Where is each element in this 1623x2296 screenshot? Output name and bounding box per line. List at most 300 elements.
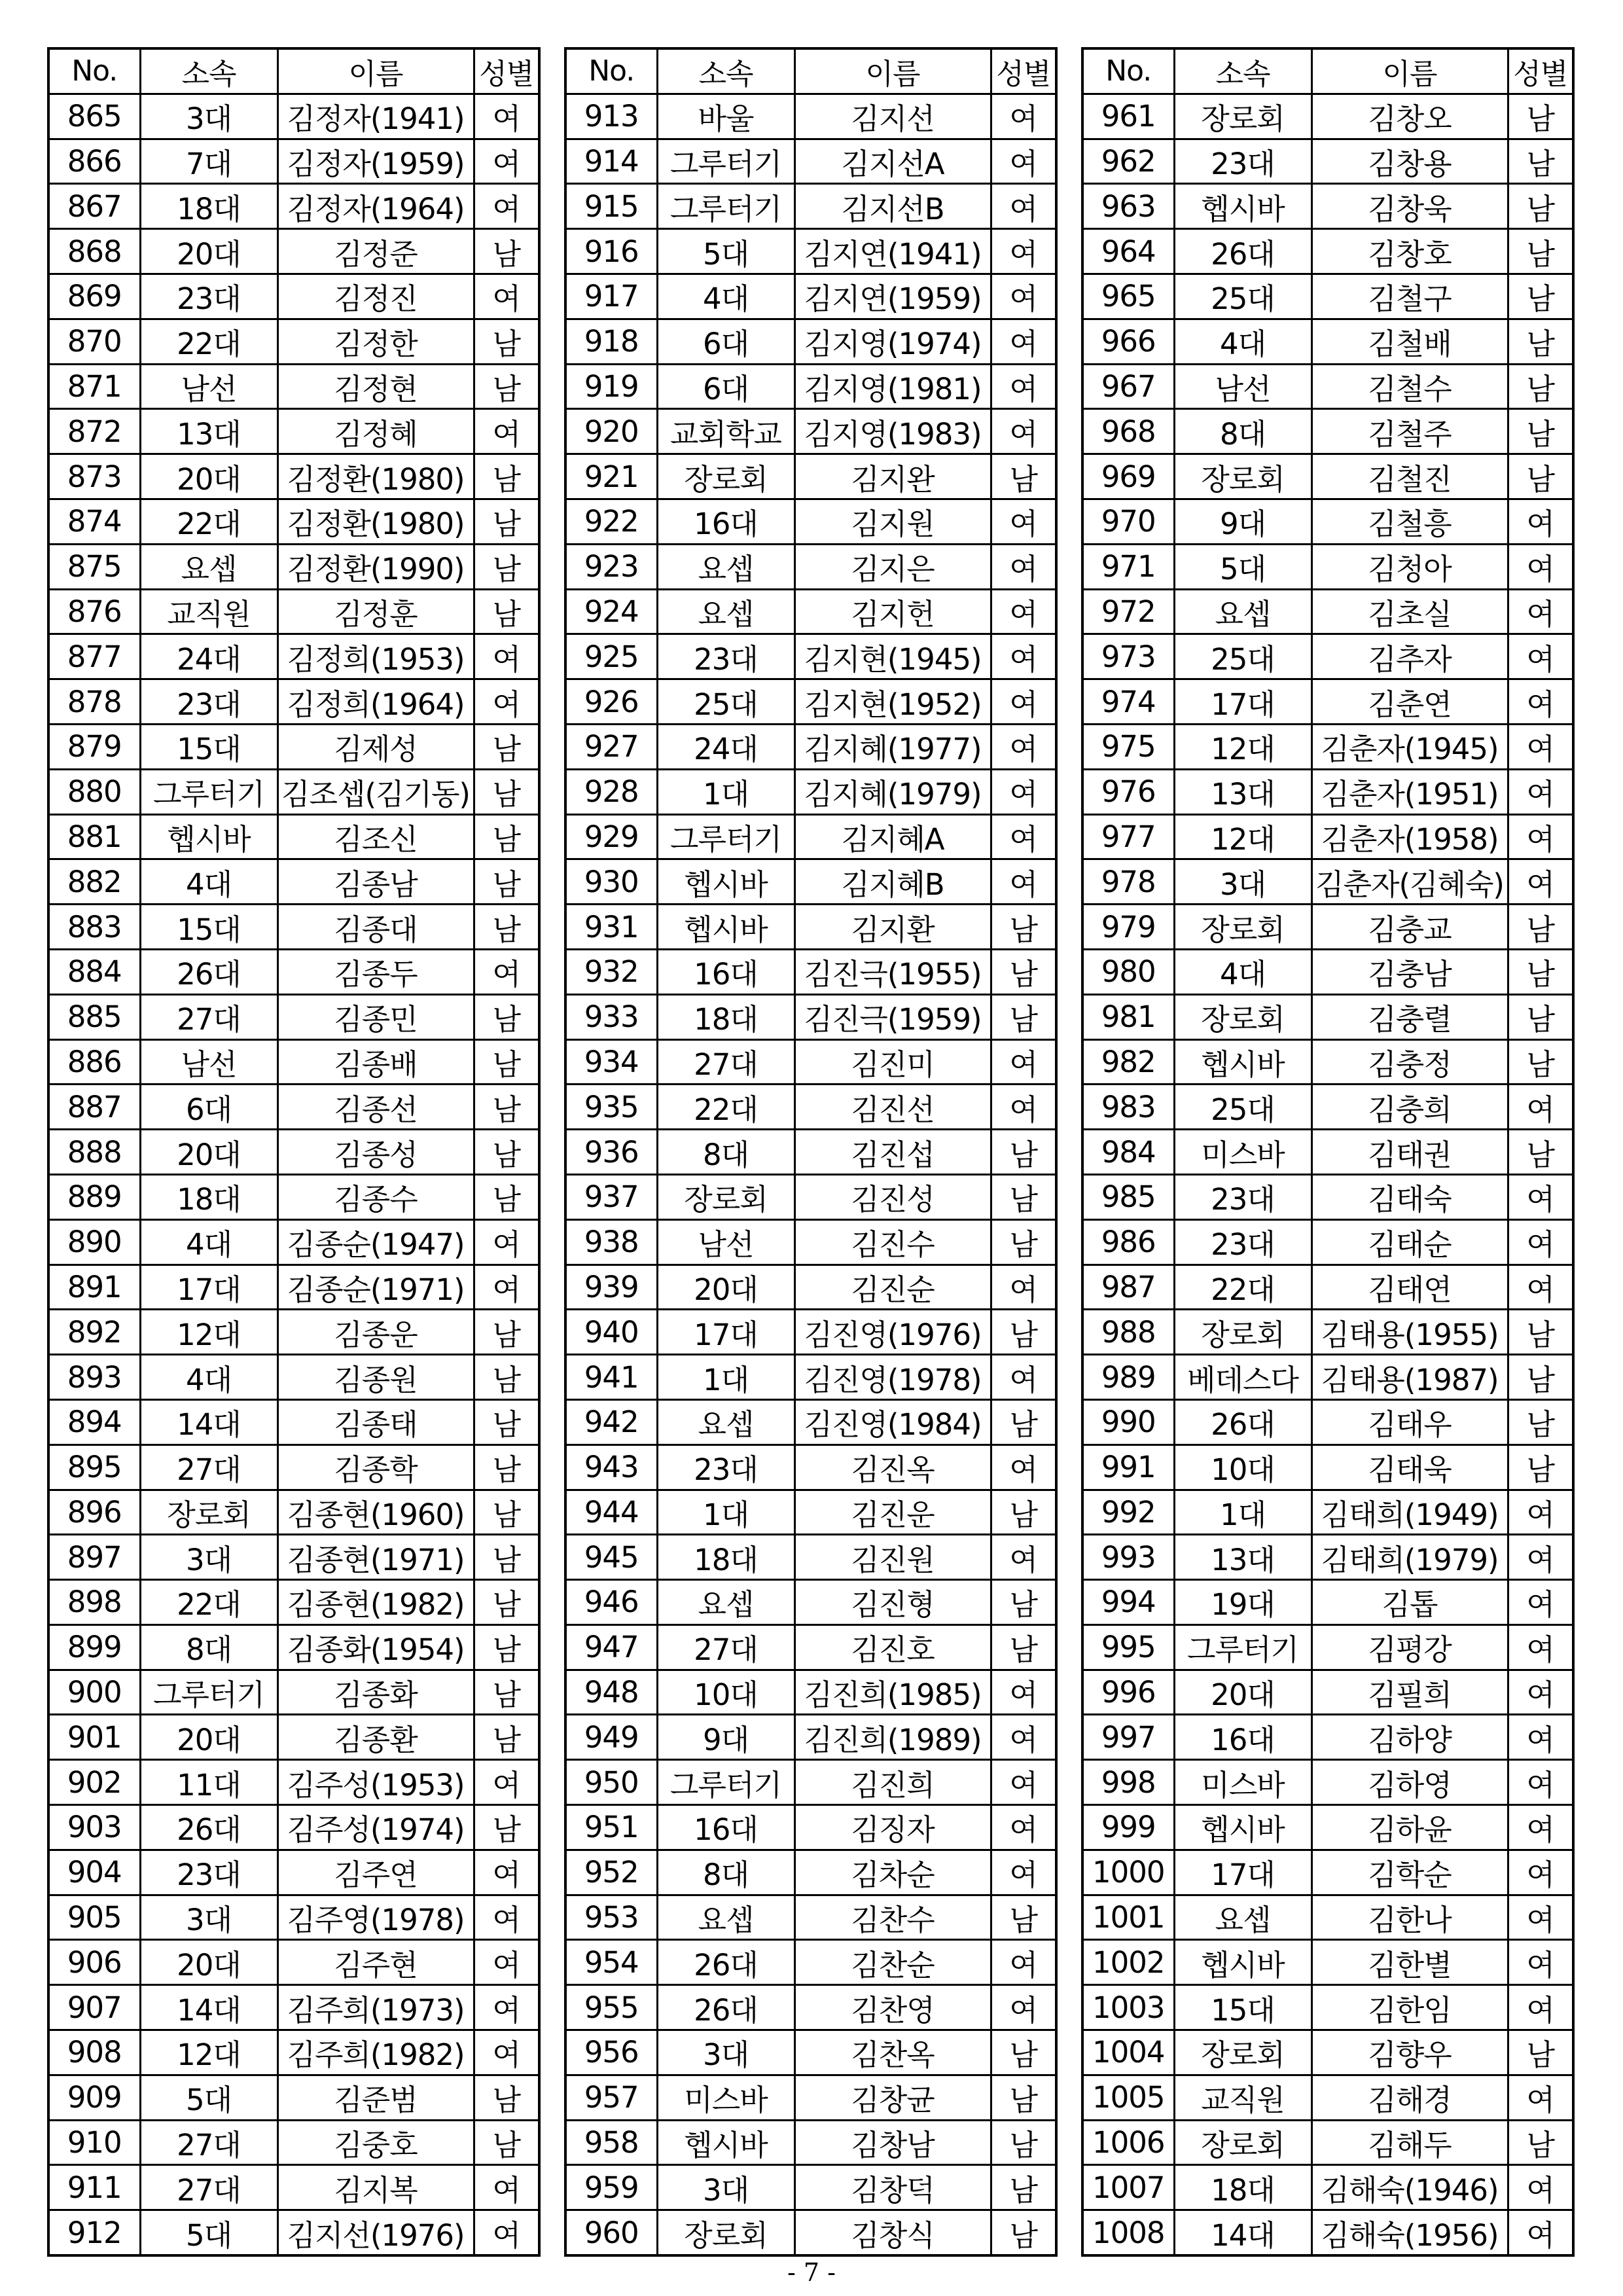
- header-no: No.: [565, 48, 657, 94]
- col-no: 888: [48, 1130, 140, 1175]
- col-name: 김충정: [1311, 1039, 1508, 1085]
- col-gender: 여: [1508, 1940, 1573, 1985]
- col-affiliation: 8대: [657, 1850, 794, 1895]
- col-name: 김진극(1955): [794, 949, 991, 994]
- table-row: [1082, 1624, 1573, 1670]
- col-no: 907: [48, 1985, 140, 2030]
- table-row: [1082, 1130, 1573, 1175]
- col-name: 김창오: [1311, 94, 1508, 139]
- table-row: [1082, 634, 1573, 679]
- col-affiliation: 장로회: [1174, 454, 1311, 499]
- col-gender: 여: [474, 409, 539, 454]
- table-row: [1082, 2165, 1573, 2210]
- col-name: 김정희(1953): [277, 634, 474, 679]
- col-affiliation: 6대: [657, 319, 794, 364]
- col-no: 879: [48, 724, 140, 769]
- col-name: 김지혜B: [794, 859, 991, 905]
- table-row: [48, 1085, 539, 1130]
- col-affiliation: 헵시바: [140, 814, 277, 859]
- table-row: [1082, 544, 1573, 589]
- table-row: [565, 679, 1056, 725]
- col-gender: 여: [474, 1940, 539, 1985]
- col-gender: 남: [991, 1130, 1056, 1175]
- col-no: 882: [48, 859, 140, 905]
- col-affiliation: 14대: [140, 1985, 277, 2030]
- table-row: [48, 1399, 539, 1444]
- roster-table-2: [564, 47, 1058, 2257]
- col-affiliation: 22대: [140, 499, 277, 544]
- col-affiliation: 장로회: [657, 2210, 794, 2255]
- col-affiliation: 8대: [657, 1130, 794, 1175]
- col-name: 김학순: [1311, 1850, 1508, 1895]
- col-no: 922: [565, 499, 657, 544]
- col-name: 김철수: [1311, 364, 1508, 409]
- col-gender: 남: [474, 724, 539, 769]
- col-gender: 여: [991, 229, 1056, 274]
- table-row: [48, 319, 539, 364]
- col-affiliation: 20대: [1174, 1670, 1311, 1715]
- table-row: [48, 589, 539, 634]
- col-no: 878: [48, 679, 140, 725]
- col-affiliation: 1대: [657, 1355, 794, 1400]
- col-name: 김창욱: [1311, 184, 1508, 229]
- col-name: 김향우: [1311, 2030, 1508, 2075]
- col-gender: 여: [1508, 769, 1573, 814]
- col-affiliation: 23대: [140, 1850, 277, 1895]
- col-name: 김춘자(1958): [1311, 814, 1508, 859]
- col-gender: 남: [991, 905, 1056, 950]
- table-row: [565, 1174, 1056, 1219]
- col-gender: 남: [474, 1805, 539, 1850]
- col-name: 김종현(1960): [277, 1490, 474, 1535]
- col-affiliation: 9대: [1174, 499, 1311, 544]
- col-no: 892: [48, 1310, 140, 1355]
- col-no: 965: [1082, 274, 1174, 319]
- col-gender: 남: [1508, 139, 1573, 184]
- table-row: [48, 139, 539, 184]
- col-name: 김종순(1971): [277, 1265, 474, 1310]
- col-no: 914: [565, 139, 657, 184]
- col-gender: 남: [474, 1399, 539, 1444]
- col-affiliation: 23대: [1174, 139, 1311, 184]
- col-gender: 남: [991, 1895, 1056, 1940]
- table-row: [48, 2075, 539, 2120]
- table-row: [48, 679, 539, 725]
- col-gender: 여: [991, 1444, 1056, 1490]
- col-name: 김진미: [794, 1039, 991, 1085]
- table-row: [48, 409, 539, 454]
- table-row: [1082, 1715, 1573, 1760]
- col-name: 김태용(1987): [1311, 1355, 1508, 1400]
- col-name: 김톱: [1311, 1580, 1508, 1625]
- col-name: 김종선: [277, 1085, 474, 1130]
- col-name: 김지혜A: [794, 814, 991, 859]
- col-affiliation: 5대: [140, 2210, 277, 2255]
- col-affiliation: 13대: [1174, 1535, 1311, 1580]
- table-row: [48, 1310, 539, 1355]
- col-affiliation: 남선: [1174, 364, 1311, 409]
- table-row: [1082, 319, 1573, 364]
- col-gender: 남: [991, 1174, 1056, 1219]
- col-no: 875: [48, 544, 140, 589]
- header-affiliation: 소속: [1174, 48, 1311, 94]
- col-name: 김정환(1990): [277, 544, 474, 589]
- table-row: [48, 905, 539, 950]
- table-row: [565, 1219, 1056, 1265]
- col-gender: 여: [991, 409, 1056, 454]
- col-name: 김태용(1955): [1311, 1310, 1508, 1355]
- col-no: 1006: [1082, 2120, 1174, 2165]
- col-affiliation: 남선: [657, 1219, 794, 1265]
- col-gender: 남: [991, 1580, 1056, 1625]
- col-gender: 여: [1508, 1580, 1573, 1625]
- table-row: [1082, 1850, 1573, 1895]
- col-affiliation: 그루터기: [657, 184, 794, 229]
- col-affiliation: 헵시바: [657, 2120, 794, 2165]
- col-name: 김창덕: [794, 2165, 991, 2210]
- table-row: [48, 454, 539, 499]
- col-no: 997: [1082, 1715, 1174, 1760]
- col-no: 909: [48, 2075, 140, 2120]
- col-name: 김추자: [1311, 634, 1508, 679]
- col-name: 김지영(1981): [794, 364, 991, 409]
- table-row: [565, 905, 1056, 950]
- col-affiliation: 20대: [657, 1265, 794, 1310]
- table-row: [48, 1895, 539, 1940]
- table-row: [48, 2030, 539, 2075]
- col-no: 947: [565, 1624, 657, 1670]
- table-row: [48, 634, 539, 679]
- col-affiliation: 미스바: [657, 2075, 794, 2120]
- col-affiliation: 16대: [657, 1805, 794, 1850]
- col-affiliation: 12대: [1174, 814, 1311, 859]
- col-name: 김종민: [277, 994, 474, 1039]
- col-name: 김창남: [794, 2120, 991, 2165]
- col-gender: 남: [1508, 994, 1573, 1039]
- col-affiliation: 4대: [657, 274, 794, 319]
- col-affiliation: 18대: [140, 1174, 277, 1219]
- col-no: 937: [565, 1174, 657, 1219]
- col-no: 986: [1082, 1219, 1174, 1265]
- col-name: 김정환(1980): [277, 499, 474, 544]
- table-row: [1082, 1985, 1573, 2030]
- col-gender: 여: [991, 274, 1056, 319]
- col-gender: 남: [1508, 949, 1573, 994]
- col-name: 김춘자(김혜숙): [1311, 859, 1508, 905]
- col-affiliation: 그루터기: [140, 1670, 277, 1715]
- col-gender: 여: [1508, 859, 1573, 905]
- col-no: 880: [48, 769, 140, 814]
- header-gender: 성별: [991, 48, 1056, 94]
- col-no: 991: [1082, 1444, 1174, 1490]
- col-name: 김찬수: [794, 1895, 991, 1940]
- col-affiliation: 25대: [1174, 634, 1311, 679]
- col-gender: 남: [1508, 1130, 1573, 1175]
- col-affiliation: 요셉: [657, 589, 794, 634]
- col-affiliation: 7대: [140, 139, 277, 184]
- col-affiliation: 22대: [657, 1085, 794, 1130]
- col-name: 김하영: [1311, 1760, 1508, 1805]
- table-row: [1082, 94, 1573, 139]
- table-row: [48, 1130, 539, 1175]
- table-row: [1082, 859, 1573, 905]
- col-gender: 여: [1508, 1850, 1573, 1895]
- col-gender: 여: [991, 589, 1056, 634]
- col-name: 김창용: [1311, 139, 1508, 184]
- col-affiliation: 23대: [140, 274, 277, 319]
- col-name: 김지혜(1979): [794, 769, 991, 814]
- col-name: 김지선(1976): [277, 2210, 474, 2255]
- col-gender: 여: [991, 1985, 1056, 2030]
- header-name: 이름: [794, 48, 991, 94]
- table-row: [1082, 949, 1573, 994]
- col-name: 김지연(1941): [794, 229, 991, 274]
- table-row: [48, 1174, 539, 1219]
- table-row: [1082, 1895, 1573, 1940]
- col-name: 김평강: [1311, 1624, 1508, 1670]
- col-no: 1005: [1082, 2075, 1174, 2120]
- col-affiliation: 23대: [140, 679, 277, 725]
- col-gender: 남: [1508, 229, 1573, 274]
- table-row: [565, 319, 1056, 364]
- col-name: 김종순(1947): [277, 1219, 474, 1265]
- col-gender: 여: [1508, 634, 1573, 679]
- table-row: [48, 274, 539, 319]
- col-no: 881: [48, 814, 140, 859]
- col-affiliation: 남선: [140, 1039, 277, 1085]
- col-name: 김진운: [794, 1490, 991, 1535]
- col-name: 김종배: [277, 1039, 474, 1085]
- col-affiliation: 3대: [140, 1535, 277, 1580]
- col-no: 871: [48, 364, 140, 409]
- col-name: 김주연: [277, 1850, 474, 1895]
- table-row: [565, 139, 1056, 184]
- col-no: 959: [565, 2165, 657, 2210]
- col-affiliation: 10대: [1174, 1444, 1311, 1490]
- col-name: 김지복: [277, 2165, 474, 2210]
- col-name: 김종현(1982): [277, 1580, 474, 1625]
- col-affiliation: 15대: [140, 724, 277, 769]
- table-row: [565, 184, 1056, 229]
- col-affiliation: 26대: [1174, 1399, 1311, 1444]
- col-no: 931: [565, 905, 657, 950]
- col-name: 김제성: [277, 724, 474, 769]
- col-name: 김종원: [277, 1355, 474, 1400]
- col-gender: 여: [474, 94, 539, 139]
- table-row: [48, 859, 539, 905]
- col-gender: 여: [1508, 1219, 1573, 1265]
- col-affiliation: 헵시바: [657, 859, 794, 905]
- col-name: 김철진: [1311, 454, 1508, 499]
- col-gender: 남: [991, 2030, 1056, 2075]
- col-gender: 남: [1508, 1039, 1573, 1085]
- col-affiliation: 22대: [1174, 1265, 1311, 1310]
- col-affiliation: 25대: [1174, 274, 1311, 319]
- col-no: 984: [1082, 1130, 1174, 1175]
- table-row: [565, 1039, 1056, 1085]
- col-gender: 여: [991, 724, 1056, 769]
- col-no: 999: [1082, 1805, 1174, 1850]
- header-affiliation: 소속: [657, 48, 794, 94]
- col-gender: 남: [991, 454, 1056, 499]
- col-name: 김해숙(1946): [1311, 2165, 1508, 2210]
- table-row: [565, 1130, 1056, 1175]
- col-affiliation: 그루터기: [657, 1760, 794, 1805]
- col-affiliation: 4대: [1174, 319, 1311, 364]
- col-name: 김주성(1953): [277, 1760, 474, 1805]
- col-affiliation: 13대: [1174, 769, 1311, 814]
- col-no: 902: [48, 1760, 140, 1805]
- col-gender: 남: [474, 1490, 539, 1535]
- table-row: [565, 94, 1056, 139]
- col-no: 889: [48, 1174, 140, 1219]
- col-name: 김지완: [794, 454, 991, 499]
- header-name: 이름: [277, 48, 474, 94]
- col-no: 884: [48, 949, 140, 994]
- col-affiliation: 요셉: [140, 544, 277, 589]
- col-gender: 남: [474, 994, 539, 1039]
- col-no: 870: [48, 319, 140, 364]
- col-gender: 남: [1508, 1444, 1573, 1490]
- col-no: 935: [565, 1085, 657, 1130]
- col-no: 979: [1082, 905, 1174, 950]
- col-gender: 여: [991, 769, 1056, 814]
- col-name: 김지헌: [794, 589, 991, 634]
- col-no: 948: [565, 1670, 657, 1715]
- col-no: 963: [1082, 184, 1174, 229]
- col-no: 964: [1082, 229, 1174, 274]
- col-gender: 여: [1508, 679, 1573, 725]
- col-affiliation: 8대: [1174, 409, 1311, 454]
- col-name: 김진영(1978): [794, 1355, 991, 1400]
- col-gender: 남: [991, 1310, 1056, 1355]
- col-no: 953: [565, 1895, 657, 1940]
- table-row: [48, 2165, 539, 2210]
- col-gender: 여: [991, 1760, 1056, 1805]
- col-affiliation: 17대: [1174, 679, 1311, 725]
- col-affiliation: 14대: [140, 1399, 277, 1444]
- col-affiliation: 요셉: [657, 1895, 794, 1940]
- col-no: 895: [48, 1444, 140, 1490]
- col-no: 990: [1082, 1399, 1174, 1444]
- table-row: [1082, 769, 1573, 814]
- col-gender: 남: [1508, 409, 1573, 454]
- col-no: 1003: [1082, 1985, 1174, 2030]
- table-row: [565, 1399, 1056, 1444]
- header-row: [1082, 48, 1573, 94]
- table-row: [565, 2210, 1056, 2255]
- col-no: 952: [565, 1850, 657, 1895]
- header-row: [565, 48, 1056, 94]
- col-name: 김진극(1959): [794, 994, 991, 1039]
- col-affiliation: 10대: [657, 1670, 794, 1715]
- header-no: No.: [1082, 48, 1174, 94]
- col-no: 919: [565, 364, 657, 409]
- col-no: 904: [48, 1850, 140, 1895]
- table-row: [1082, 1174, 1573, 1219]
- col-gender: 여: [474, 1265, 539, 1310]
- col-affiliation: 미스바: [1174, 1130, 1311, 1175]
- col-no: 954: [565, 1940, 657, 1985]
- col-no: 928: [565, 769, 657, 814]
- col-name: 김태희(1949): [1311, 1490, 1508, 1535]
- col-affiliation: 17대: [140, 1265, 277, 1310]
- col-gender: 여: [1508, 1805, 1573, 1850]
- col-no: 936: [565, 1130, 657, 1175]
- col-no: 960: [565, 2210, 657, 2255]
- col-no: 876: [48, 589, 140, 634]
- table-row: [565, 229, 1056, 274]
- col-gender: 여: [1508, 544, 1573, 589]
- col-gender: 여: [991, 319, 1056, 364]
- table-row: [48, 2210, 539, 2255]
- col-name: 김찬영: [794, 1985, 991, 2030]
- col-gender: 여: [991, 139, 1056, 184]
- col-no: 917: [565, 274, 657, 319]
- col-name: 김중호: [277, 2120, 474, 2165]
- col-no: 885: [48, 994, 140, 1039]
- col-name: 김지환: [794, 905, 991, 950]
- page-number: - 7 -: [787, 2258, 836, 2287]
- col-affiliation: 23대: [657, 634, 794, 679]
- col-name: 김준범: [277, 2075, 474, 2120]
- col-name: 김지현(1945): [794, 634, 991, 679]
- col-no: 944: [565, 1490, 657, 1535]
- col-no: 967: [1082, 364, 1174, 409]
- col-no: 1000: [1082, 1850, 1174, 1895]
- col-gender: 남: [474, 1174, 539, 1219]
- col-affiliation: 16대: [1174, 1715, 1311, 1760]
- table-row: [48, 814, 539, 859]
- col-gender: 여: [991, 499, 1056, 544]
- col-name: 김진영(1984): [794, 1399, 991, 1444]
- col-affiliation: 26대: [140, 1805, 277, 1850]
- col-name: 김태욱: [1311, 1444, 1508, 1490]
- col-name: 김창균: [794, 2075, 991, 2120]
- table-row: [565, 1444, 1056, 1490]
- col-gender: 여: [474, 1850, 539, 1895]
- col-gender: 여: [474, 2210, 539, 2255]
- col-gender: 여: [474, 1760, 539, 1805]
- col-name: 김청아: [1311, 544, 1508, 589]
- table-row: [565, 1535, 1056, 1580]
- col-affiliation: 24대: [140, 634, 277, 679]
- table-row: [565, 1760, 1056, 1805]
- col-name: 김주성(1974): [277, 1805, 474, 1850]
- table-row: [565, 1580, 1056, 1625]
- table-row: [48, 1219, 539, 1265]
- col-no: 940: [565, 1310, 657, 1355]
- col-name: 김해숙(1956): [1311, 2210, 1508, 2255]
- table-row: [1082, 1355, 1573, 1400]
- col-name: 김해두: [1311, 2120, 1508, 2165]
- col-gender: 여: [474, 949, 539, 994]
- col-no: 977: [1082, 814, 1174, 859]
- col-name: 김정자(1964): [277, 184, 474, 229]
- col-affiliation: 26대: [657, 1985, 794, 2030]
- col-affiliation: 18대: [657, 994, 794, 1039]
- table-row: [565, 949, 1056, 994]
- col-gender: 여: [991, 1265, 1056, 1310]
- col-gender: 여: [1508, 2075, 1573, 2120]
- table-row: [48, 1490, 539, 1535]
- col-no: 942: [565, 1399, 657, 1444]
- col-gender: 남: [474, 2075, 539, 2120]
- col-gender: 여: [1508, 814, 1573, 859]
- table-row: [1082, 1940, 1573, 1985]
- col-gender: 여: [991, 1355, 1056, 1400]
- col-affiliation: 15대: [1174, 1985, 1311, 2030]
